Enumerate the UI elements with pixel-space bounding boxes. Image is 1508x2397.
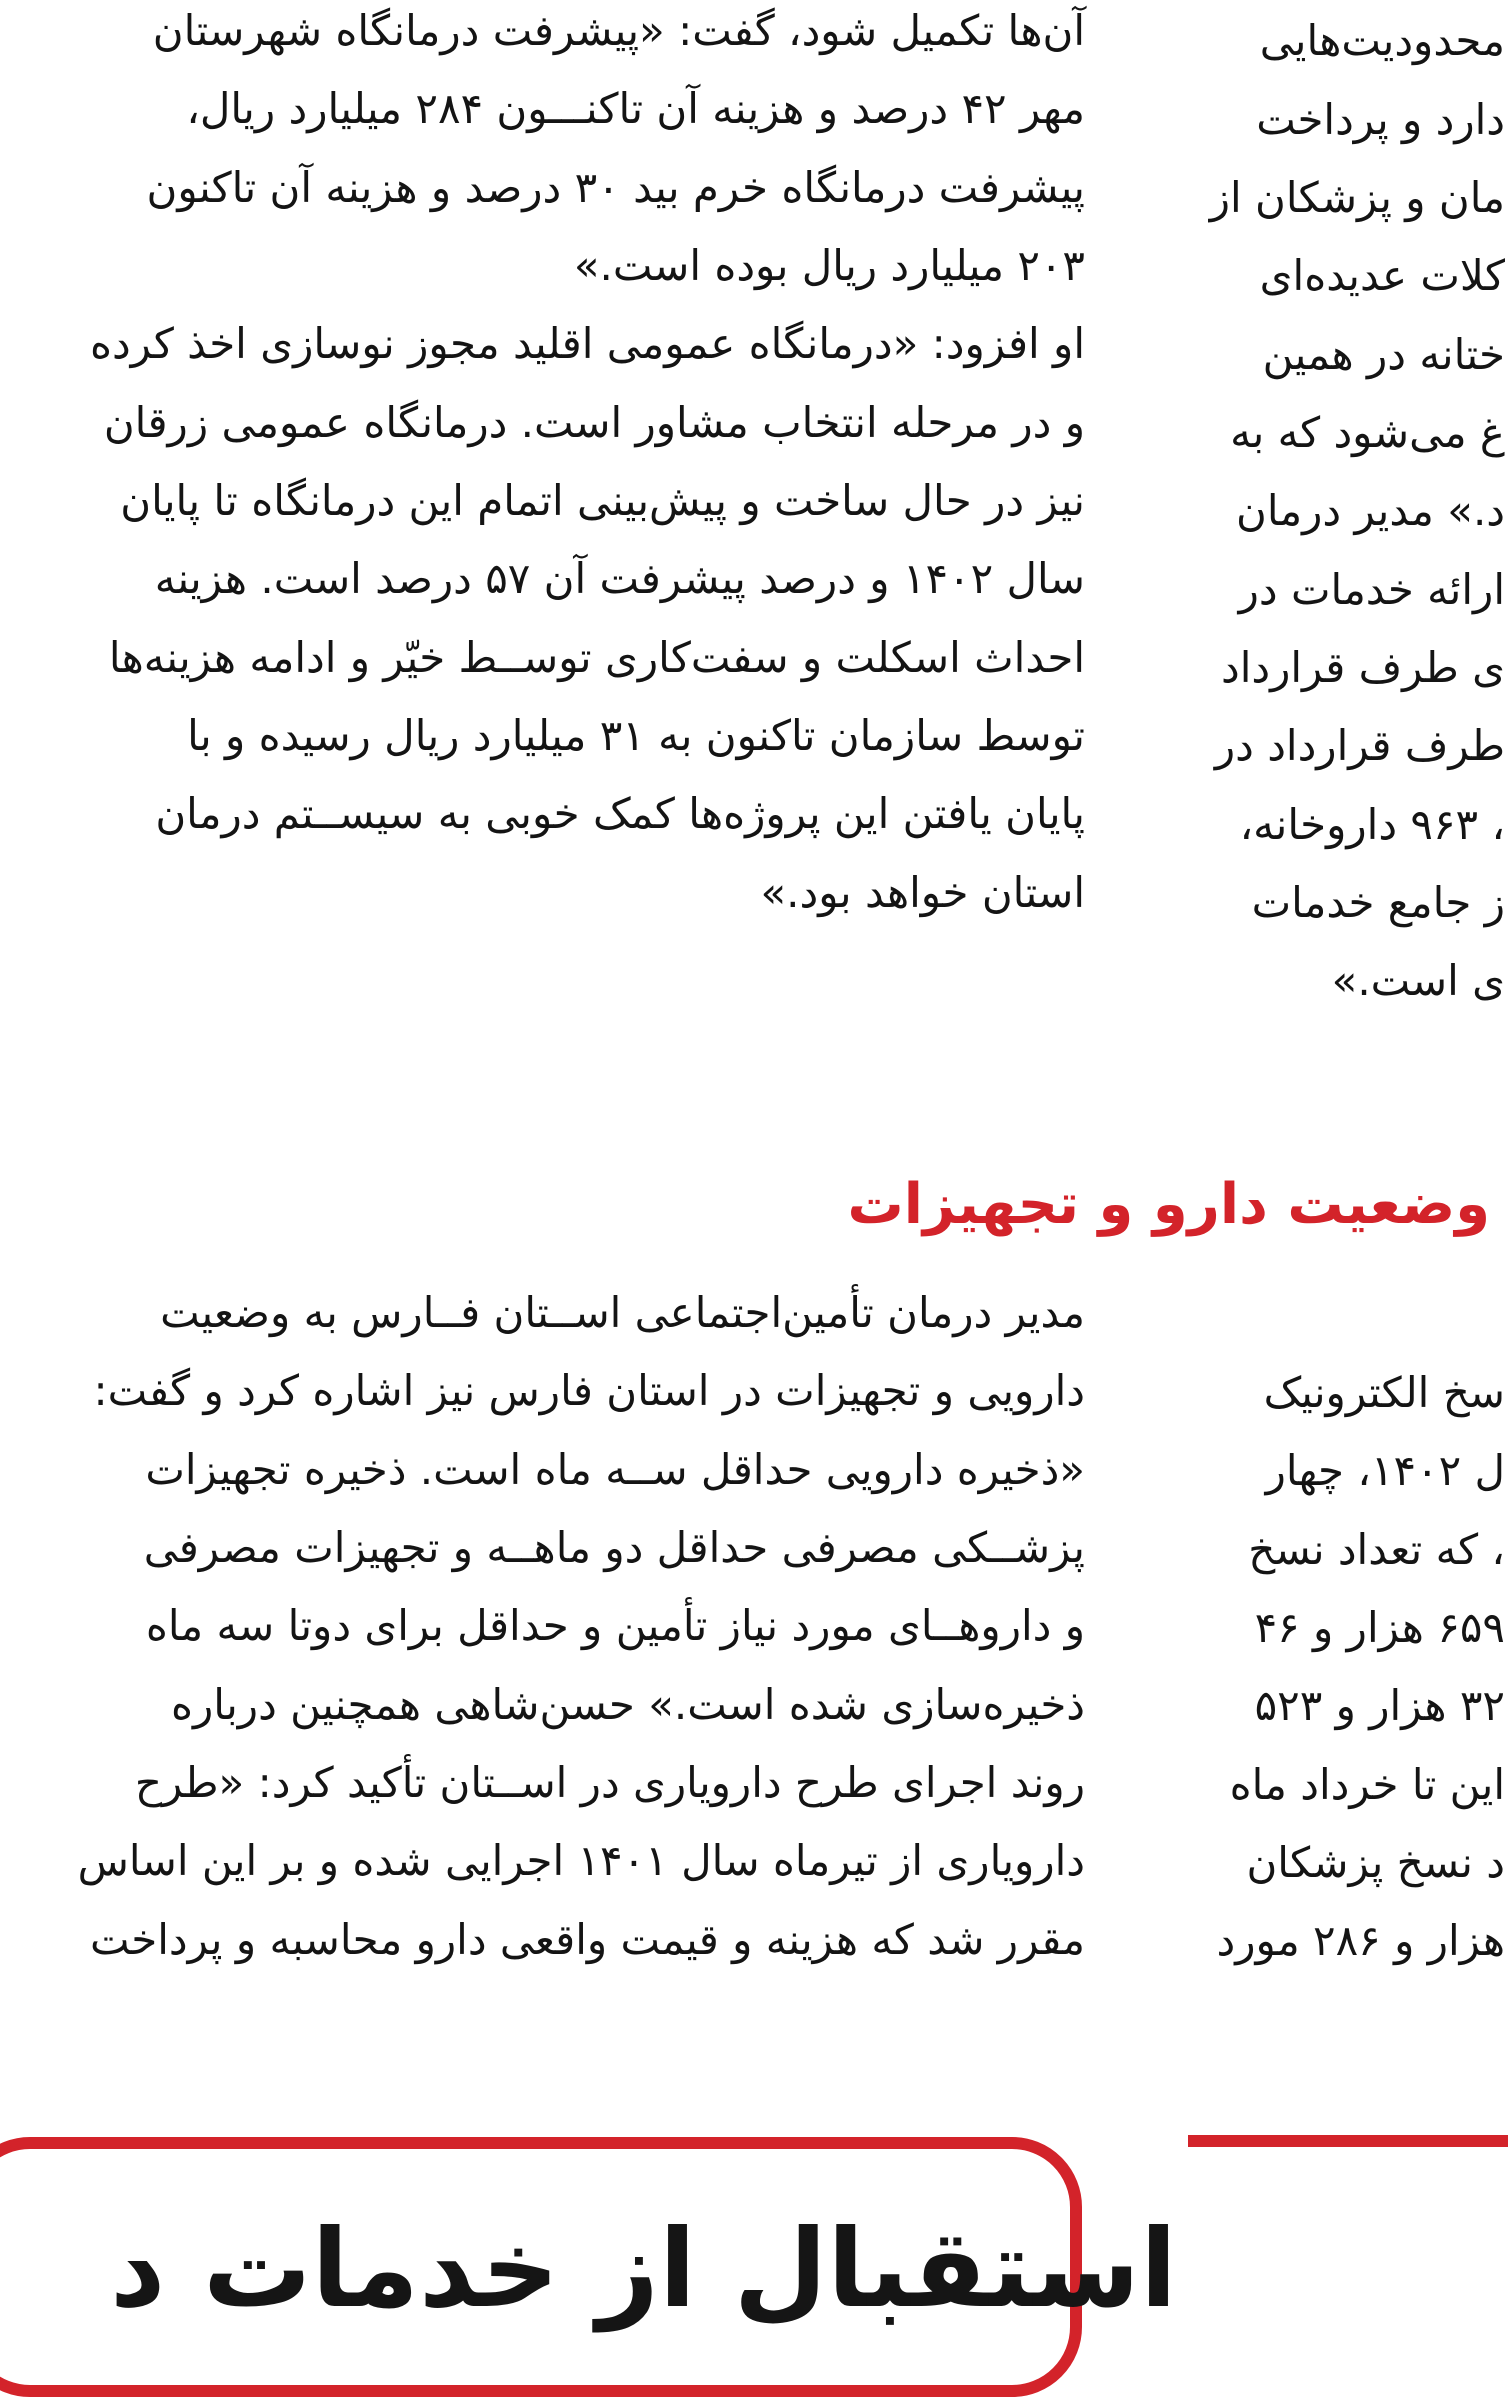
right-line-15: ل ۱۴۰۲، چهار bbox=[1265, 1446, 1505, 1495]
main-line-11: پایان یافتن این پروژه‌ها کمک خوبی به سیســتم درمان bbox=[155, 789, 1085, 838]
main-line-1: آن‌ها تکمیل شود، گفت: «پیشرفت درمانگاه شهرستان bbox=[152, 6, 1085, 55]
main-line-17: و داروهــای مورد نیاز تأمین و حداقل برای دوتا سه ماه bbox=[145, 1601, 1085, 1650]
main-line-3: پیشرفت درمانگاه خرم بید ۳۰ درصد و هزینه آن تاکنون bbox=[146, 163, 1085, 212]
main-line-13: مدیر درمان تأمین‌اجتماعی اســتان فــارس به وضعیت bbox=[160, 1288, 1085, 1337]
main-line-5: او افزود: «درمانگاه عمومی اقلید مجوز نوسازی اخذ کرده bbox=[89, 319, 1085, 368]
right-line-21: هزار و ۲۸۶ مورد bbox=[1216, 1916, 1505, 1965]
main-line-15: «ذخیره دارویی حداقل ســه ماه است. ذخیره تجهیزات bbox=[145, 1445, 1085, 1494]
right-line-20: د نسخ پزشکان bbox=[1246, 1838, 1505, 1887]
box-headline: استقبال از خدمات د bbox=[110, 2207, 1177, 2332]
main-line-8: سال ۱۴۰۲ و درصد پیشرفت آن ۵۷ درصد است. هزینه bbox=[154, 554, 1085, 603]
right-line-18: ۳۲ هزار و ۵۲۳ bbox=[1254, 1681, 1505, 1730]
right-line-10: طرف قرارداد در bbox=[1214, 721, 1505, 770]
right-line-5: ختانه در همین bbox=[1262, 330, 1505, 379]
main-line-19: روند اجرای طرح دارویاری در اســتان تأکید کرد: «طرح bbox=[134, 1758, 1085, 1807]
main-line-20: دارویاری از تیرماه سال ۱۴۰۱ اجرایی شده و بر این اساس bbox=[77, 1836, 1085, 1885]
main-line-6: و در مرحله انتخاب مشاور است. درمانگاه عمومی زرقان bbox=[103, 398, 1085, 447]
right-line-17: ۶۵۹ هزار و ۴۶ bbox=[1254, 1603, 1505, 1652]
right-column-divider bbox=[1188, 2135, 1508, 2147]
right-line-8: ارائه خدمات در bbox=[1238, 565, 1505, 614]
section-heading: وضعیت دارو و تجهیزات bbox=[847, 1172, 1490, 1237]
right-line-6: غ می‌شود که به bbox=[1230, 408, 1505, 457]
right-article-column bbox=[1185, 0, 1505, 2100]
right-line-1: محدودیت‌هایی bbox=[1259, 16, 1505, 65]
main-line-16: پزشــکی مصرفی حداقل دو ماهــه و تجهیزات مصرفی bbox=[143, 1523, 1085, 1572]
right-line-2: دارد و پرداخت bbox=[1256, 95, 1505, 144]
main-line-12: استان خواهد بود.» bbox=[760, 868, 1085, 917]
right-line-9: ی طرف قرارداد bbox=[1221, 643, 1505, 692]
main-line-4: ۲۰۳ میلیارد ریال بوده است.» bbox=[573, 241, 1085, 290]
right-line-4: کلات عدیده‌ای bbox=[1259, 251, 1505, 300]
main-line-7: نیز در حال ساخت و پیش‌بینی اتمام این درمانگاه تا پایان bbox=[120, 476, 1085, 525]
main-line-18: ذخیره‌سازی شده است.» حسن‌شاهی همچنین درباره bbox=[171, 1680, 1085, 1729]
right-line-16: ، که تعداد نسخ bbox=[1248, 1525, 1505, 1574]
right-line-11: ، ۹۶۳ داروخانه، bbox=[1239, 800, 1505, 849]
right-line-12: ز جامع خدمات bbox=[1251, 878, 1505, 927]
main-line-21: مقرر شد که هزینه و قیمت واقعی دارو محاسبه و پرداخت bbox=[90, 1915, 1085, 1964]
main-line-14: دارویی و تجهیزات در استان فارس نیز اشاره کرد و گفت: bbox=[93, 1366, 1085, 1415]
right-line-19: این تا خرداد ماه bbox=[1229, 1760, 1505, 1809]
main-line-10: توسط سازمان تاکنون به ۳۱ میلیارد ریال رسیده و با bbox=[187, 711, 1085, 760]
right-line-14: سخ الکترونیک bbox=[1263, 1368, 1505, 1417]
right-line-7: د.» مدیر درمان bbox=[1236, 486, 1505, 535]
main-line-2: مهر ۴۲ درصد و هزینه آن تاکنـــون ۲۸۴ میلیارد ریال، bbox=[186, 84, 1085, 133]
main-line-9: احداث اسکلت و سفت‌کاری توســط خیّر و ادامه هزینه‌ها bbox=[108, 633, 1085, 682]
right-line-13: ی است.» bbox=[1331, 956, 1505, 1005]
right-line-3: مان و پزشکان از bbox=[1209, 173, 1505, 222]
